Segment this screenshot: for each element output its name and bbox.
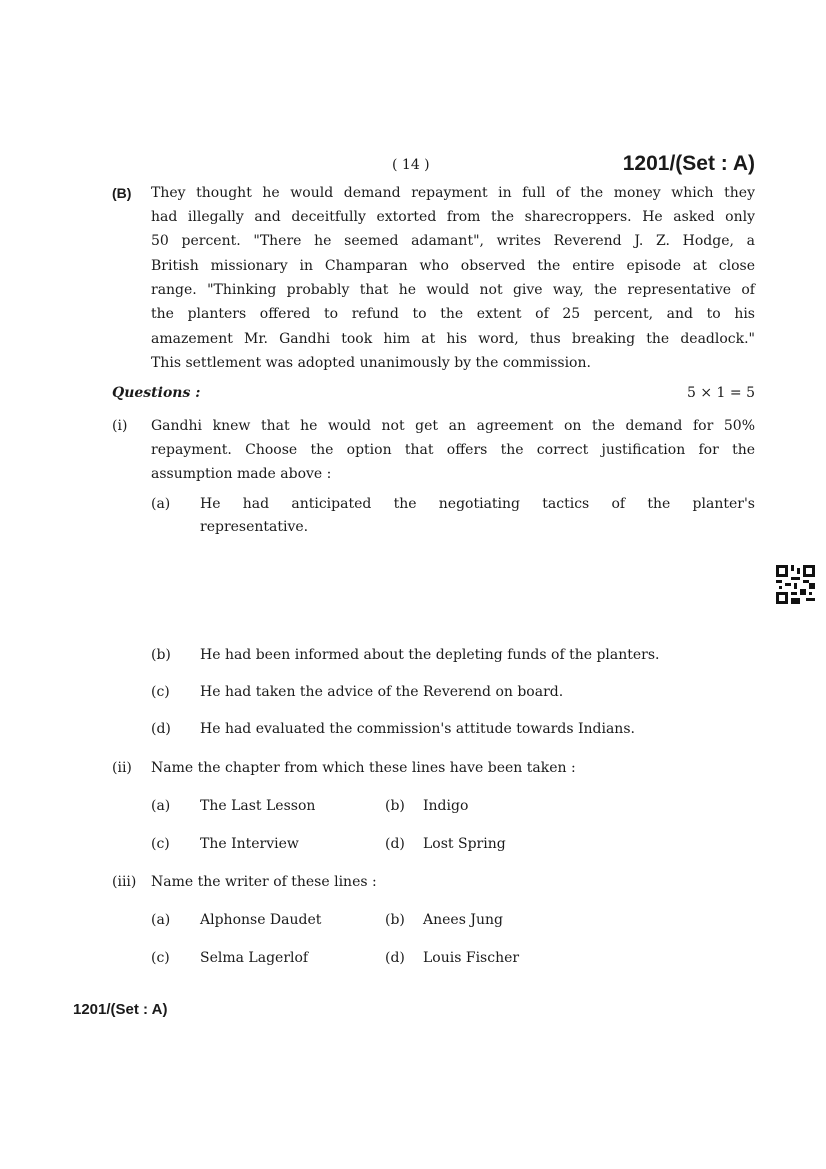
passage-line: This settlement was adopted unanimously by the commission. <box>151 355 591 371</box>
option-text: He had taken the advice of the Reverend on board. <box>200 684 564 700</box>
paper-code-header: 1201/(Set : A) <box>622 152 755 175</box>
option-label: (c) <box>151 684 170 700</box>
option-label: (a) <box>151 496 171 512</box>
option-label: (d) <box>385 836 405 852</box>
option-text: The Last Lesson <box>200 798 316 814</box>
option-text: He had evaluated the commission's attitude towards Indians. <box>200 721 635 737</box>
option-label: (c) <box>151 836 170 852</box>
option-label: (a) <box>151 798 171 814</box>
question-number: (i) <box>112 418 128 434</box>
page-number: ( 14 ) <box>392 157 430 173</box>
passage-line: They thought he would demand repayment in full of the money which they <box>151 185 755 201</box>
option-label: (b) <box>385 912 405 928</box>
option-label: (a) <box>151 912 171 928</box>
passage-line: amazement Mr. Gandhi took him at his word, thus breaking the deadlock." <box>151 331 755 347</box>
option-text: Louis Fischer <box>423 950 520 966</box>
option-label: (d) <box>385 950 405 966</box>
question-text-line: assumption made above : <box>151 466 332 482</box>
option-text: Selma Lagerlof <box>200 950 309 966</box>
questions-marks: 5 × 1 = 5 <box>687 385 755 401</box>
passage-line: had illegally and deceitfully extorted from the sharecroppers. He asked only <box>151 209 755 225</box>
option-text: He had anticipated the negotiating tactics of the planter's <box>200 496 755 512</box>
option-text: The Interview <box>200 836 299 852</box>
qr-code-icon <box>776 565 815 604</box>
question-number: (ii) <box>112 760 132 776</box>
paper-code-footer: 1201/(Set : A) <box>73 1001 168 1018</box>
option-label: (b) <box>151 647 171 663</box>
question-text-line: repayment. Choose the option that offers the correct justification for the <box>151 442 755 458</box>
option-label: (d) <box>151 721 171 737</box>
question-text: Name the writer of these lines : <box>151 874 377 890</box>
question-text: Name the chapter from which these lines have been taken : <box>151 760 576 776</box>
option-text: Alphonse Daudet <box>200 912 322 928</box>
passage-line: British missionary in Champaran who observed the entire episode at close <box>151 258 755 274</box>
option-text: Indigo <box>423 798 469 814</box>
option-text: He had been informed about the depleting funds of the planters. <box>200 647 660 663</box>
question-number: (iii) <box>112 874 137 890</box>
passage-line: range. "Thinking probably that he would not give way, the representative of <box>151 282 755 298</box>
option-text: Anees Jung <box>423 912 503 928</box>
passage-line: the planters offered to refund to the extent of 25 percent, and to his <box>151 306 755 322</box>
passage-label: (B) <box>112 185 132 201</box>
option-label: (c) <box>151 950 170 966</box>
question-text-line: Gandhi knew that he would not get an agreement on the demand for 50% <box>151 418 755 434</box>
option-text: representative. <box>200 519 309 535</box>
option-text: Lost Spring <box>423 836 506 852</box>
passage-line: 50 percent. "There he seemed adamant", writes Reverend J. Z. Hodge, a <box>151 233 755 249</box>
questions-heading: Questions : <box>112 385 201 401</box>
option-label: (b) <box>385 798 405 814</box>
